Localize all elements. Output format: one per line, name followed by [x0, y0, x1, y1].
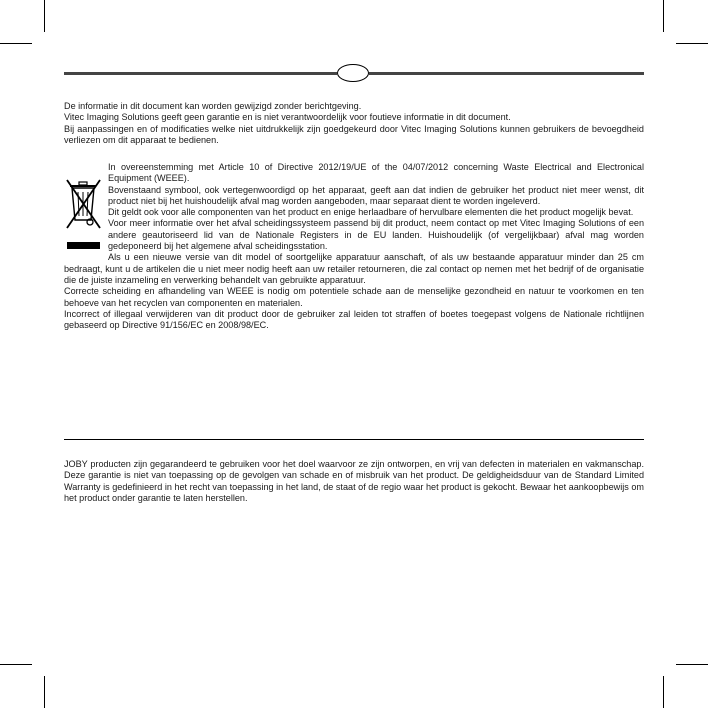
crop-mark-bottom-left-vertical	[44, 676, 45, 708]
weee-paragraph: Correcte scheiding en afhandeling van WEEE is nodig om potentiele schade aan de menselijke gezondheid en natuur te voorkomen en ten behoeve van het recyclen van componenten en materialen.	[64, 286, 644, 308]
weee-paragraph: Incorrect of illegaal verwijderen van dit product door de gebruiker zal leiden tot straffen of boetes toegepast volgens de Nationale richtlijnen gebaseerd op Directive 91/156/EC en 2008/98/EC.	[64, 308, 644, 331]
crop-mark-top-right-vertical	[663, 0, 664, 32]
warranty-paragraph: JOBY producten zijn gegarandeerd te gebruiken voor het doel waarvoor ze zijn ontworpen, en vrij van defecten in materialen en vakmanschap. Deze garantie is niet van toepassing op de gevolgen van schade en of misbruik van het product. De geldigheidsduur van de Standard Limited Warranty is gedefinieerd in het recht van toepassing in het land, de staat of de regio waar het product is gekocht. Bewaar het aankoopbewijs om het product onder garantie te laten herstellen.	[64, 459, 644, 503]
weee-section	[64, 162, 644, 331]
crop-mark-top-left-horizontal	[0, 43, 32, 44]
weee-paragraph: Dit geldt ook voor alle componenten van het product en enige herlaadbare of hervulbare elementen die het product mogelijk bevat.	[108, 207, 634, 218]
warranty-section	[64, 459, 644, 504]
notice-line: Vitec Imaging Solutions geeft geen garantie en is niet verantwoordelijk voor foutieve informatie in dit document.	[64, 112, 511, 123]
crop-mark-bottom-right-vertical	[663, 676, 664, 708]
crossed-out-wheelie-bin-icon	[64, 176, 108, 258]
notice-line: Bij aanpassingen en of modificaties welke niet uitdrukkelijk zijn goedgekeurd door Vitec Imaging Solutions kunnen gebruikers de bevoegdheid verliezen om dit apparaat te bedienen.	[64, 123, 644, 145]
crop-mark-bottom-right-horizontal	[676, 664, 708, 665]
section-divider	[64, 439, 644, 440]
weee-paragraph: Als u een nieuwe versie van dit model of soortgelijke apparatuur aanschaft, of als uw bestaande apparatuur minder dan 25 cm bedraagt, kunt u de artikelen die u niet meer nodig heeft aan uw retailer retourneren, die zal contact op nemen met het bedrijf of de organisatie die de juiste inzameling en verwerking behandelt van gebruikte apparatuur.	[64, 252, 644, 285]
weee-paragraph: Bovenstaand symbool, ook vertegenwoordigd op het apparaat, geeft aan dat indien de gebruiker het product niet meer wenst, dit product niet bij het huishoudelijk afval mag worden aangeboden, maar separaat dient te worden ingeleverd.	[108, 184, 644, 206]
notice-section	[64, 101, 644, 146]
header-rule-right	[369, 72, 644, 75]
weee-paragraph: In overeenstemming met Article 10 of Directive 2012/19/UE of the 04/07/2012 concerning Waste Electrical and Electronical Equipment (WEEE).	[108, 162, 644, 184]
crop-mark-top-right-horizontal	[676, 43, 708, 44]
crop-mark-top-left-vertical	[44, 0, 45, 32]
weee-paragraph: Voor meer informatie over het afval scheidingssysteem passend bij dit product, neem contact op met Vitec Imaging Solutions of een andere geautoriseerd lid van de Nationale Registers in de EU landen. Huishoudelijk (of vergelijkbaar) afval mag worden gedeponeerd bij het algemene afval scheidingsstation.	[108, 218, 644, 252]
header-rule-left	[64, 72, 337, 75]
crop-mark-bottom-left-horizontal	[0, 664, 32, 665]
notice-line: De informatie in dit document kan worden gewijzigd zonder berichtgeving.	[64, 101, 362, 111]
page-number-oval	[337, 64, 369, 82]
